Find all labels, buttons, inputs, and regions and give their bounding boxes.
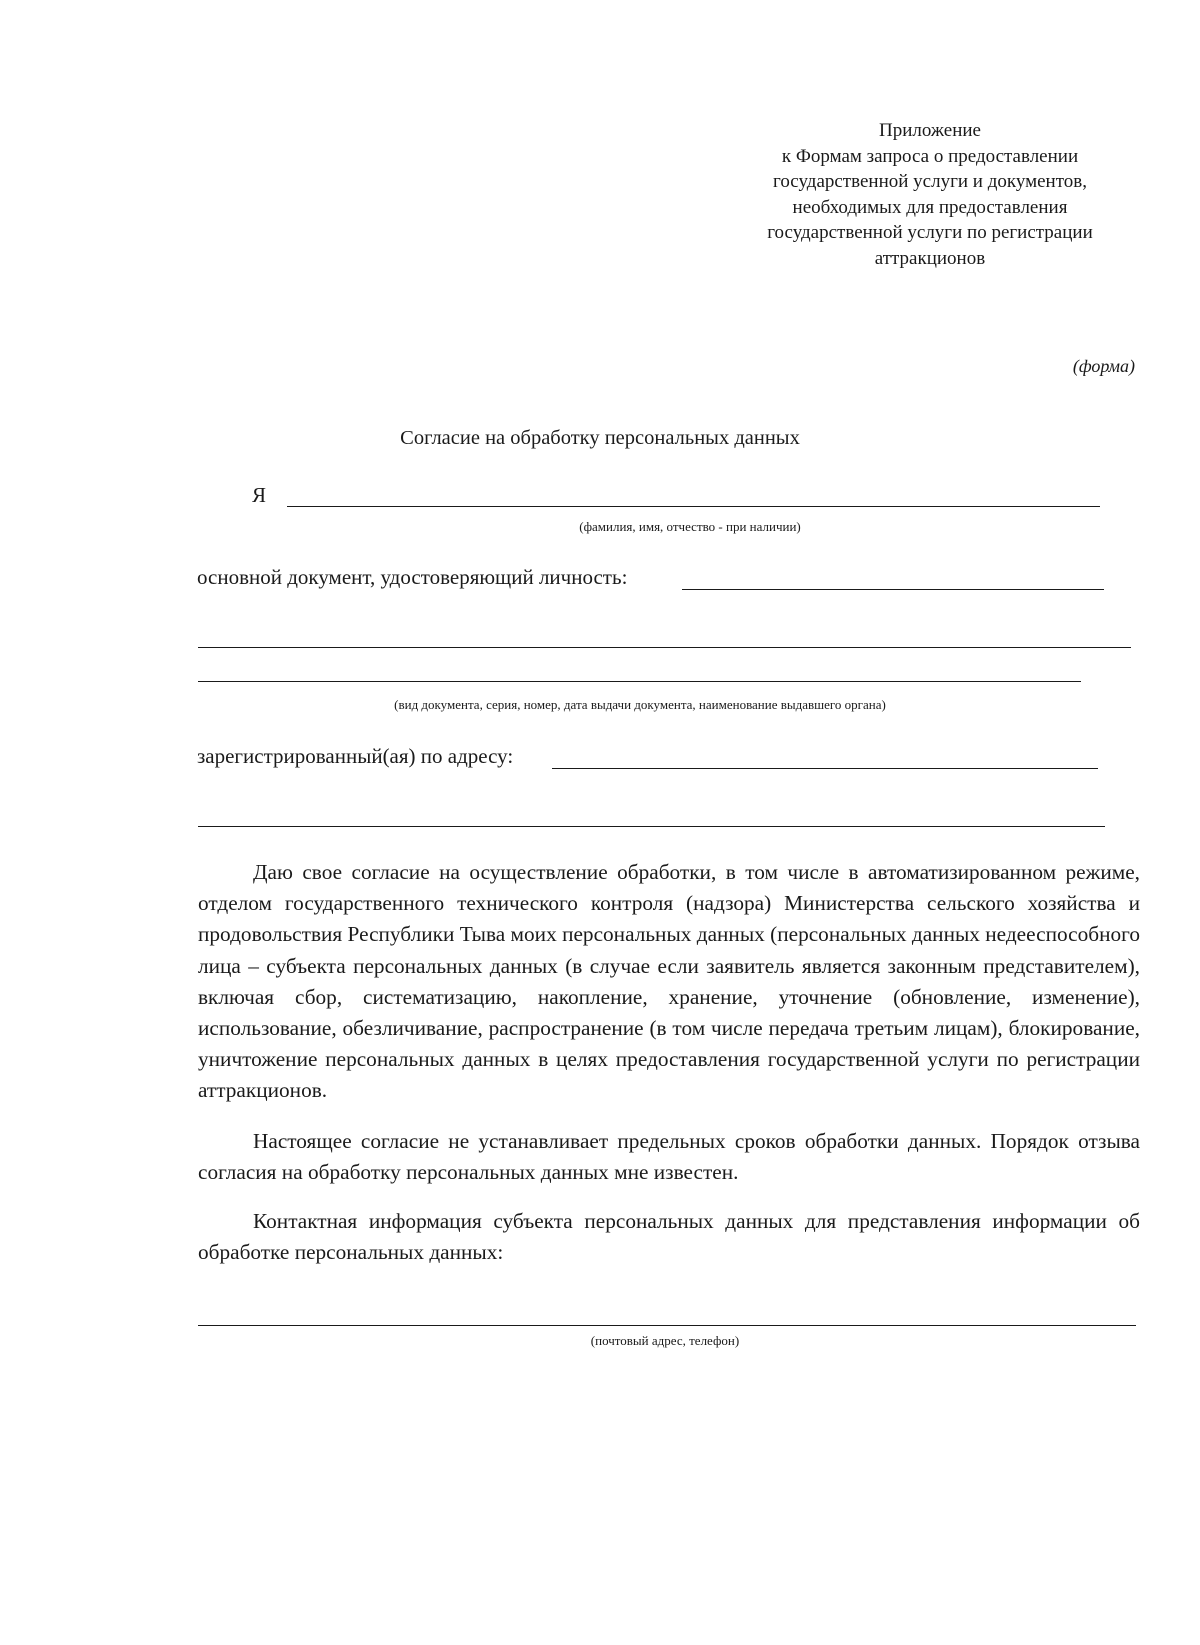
id-document-line-1[interactable] [682,589,1104,590]
id-document-label: основной документ, удостоверяющий личность: [197,565,628,589]
address-line-2[interactable] [198,826,1105,827]
address-line-1[interactable] [552,768,1098,769]
id-document-line-2[interactable] [198,647,1131,648]
id-document-caption: (вид документа, серия, номер, дата выдачи документа, наименование выдавшего органа) [394,697,886,712]
appendix-line: государственной услуги и документов, [773,171,1087,193]
contact-paragraph: Контактная информация субъекта персональных данных для представления информации об обработке персональных данных: [198,1209,1140,1265]
name-prefix: Я [252,483,267,507]
document-title: Согласие на обработку персональных данных [400,427,800,449]
address-label: зарегистрированный(ая) по адресу: [197,744,514,768]
term-paragraph: Настоящее согласие не устанавливает предельных сроков обработки данных. Порядок отзыва согласия на обработку персональных данных мне известен. [198,1129,1140,1185]
appendix-note [720,118,1140,272]
contact-info-line[interactable] [198,1325,1136,1326]
contact-caption: (почтовый адрес, телефон) [590,1333,740,1348]
appendix-line: Приложение [879,120,981,141]
appendix-line: аттракционов [874,247,986,269]
name-field-line[interactable] [287,506,1100,507]
id-document-line-3[interactable] [198,681,1081,682]
appendix-line: к Формам запроса о предоставлении [781,145,1079,167]
consent-paragraph: Даю свое согласие на осуществление обработки, в том числе в автоматизированном режиме, отделом государственного технического контроля (надзора) Министерства сельского хозяйства и продовольствия Республики Тыва моих персональных данных (персональных данных недееспособного лица – субъекта персональных данных (в случае если заявитель является законным представителем), включая сбор, систематизацию, накопление, хранение, уточнение (обновление, изменение), использование, обезличивание, распространение (в том числе передача третьим лицам), блокирование, уничтожение персональных данных в целях предоставления государственной услуги по регистрации аттракционов. [198,860,1140,1103]
appendix-line: государственной услуги по регистрации [767,222,1093,244]
form-mark: (форма) [1072,356,1135,376]
appendix-line: необходимых для предоставления [792,196,1068,218]
name-caption: (фамилия, имя, отчество - при наличии) [579,519,801,534]
